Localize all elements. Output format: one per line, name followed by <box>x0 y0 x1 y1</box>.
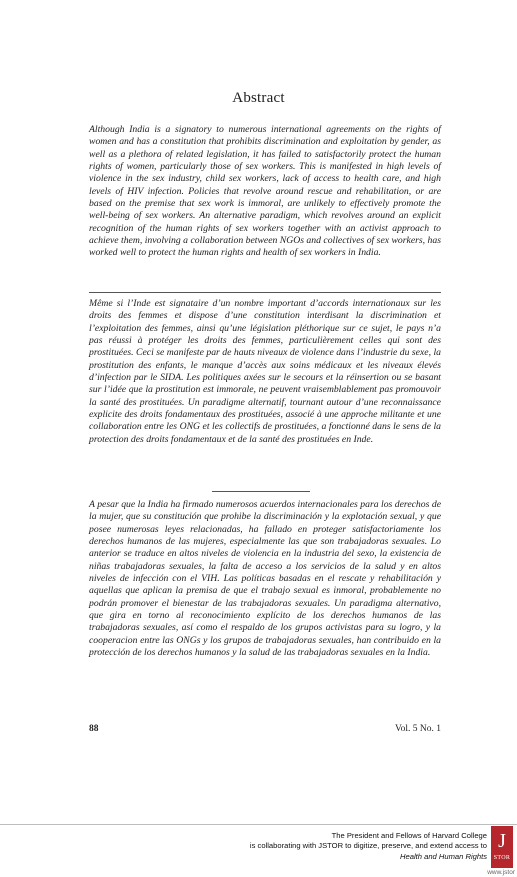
jstor-footer <box>187 831 487 862</box>
section-divider-short <box>212 491 310 492</box>
volume-issue: Vol. 5 No. 1 <box>394 724 441 734</box>
abstract-french: Même si l’Inde est signataire d’un nombre important d’accords internationaux sur les droits des femmes et dispose d’une constitution interdisant la discrimination et l’exploitation des femmes, ainsi qu’une législation pléthorique sur ce sujet, le pays n’a pas réussi à protéger les droits des femmes, particulièrement celles qui sont des prostituées. Ceci se manifeste par de hauts niveaux de violence dans l’industrie du sexe, la prostitution des enfants, le manque d’accès aux soins médicaux et les niveaux élevés d’infection par le SIDA. Les politiques axées sur le secours et la réinsertion ou se basant sur l’idée que la prostitution est immorale, ne peuvent vraisemblablement pas promouvoir la santé des prostituées. Un paradigme alternatif, tournant autour d’une reconnaissance explicite des droits fondamentaux des prostituées, associé à une approche militante et une collaboration entre les ONG et les collectifs de prostituées, a fonctionné dans le sens de la protection des droits fondamentaux et de la santé des prostituées en Inde. <box>89 298 441 445</box>
page-number: 88 <box>89 724 99 734</box>
jstor-logo-word: STOR <box>493 855 511 861</box>
jstor-logo-mark: J <box>498 830 506 852</box>
footer-line-2: is collaborating with JSTOR to digitize, preserve, and extend access to <box>249 841 487 851</box>
footer-line-1: The President and Fellows of Harvard College <box>331 831 487 840</box>
abstract-english: Although India is a signatory to numerous international agreements on the rights of women and has a constitution that prohibits discrimination and exploitation by gender, as well as a plethora of related legislation, it has failed to satisfactorily protect the human rights of women, particularly those of sex workers. This is manifested in high levels of violence in the sex industry, child sex workers, lack of access to health care, and high levels of HIV infection. Policies that revolve around rescue and rehabilitation, or are based on the premise that sex work is immoral, are unlikely to effectively promote the well-being of sex workers. An alternative paradigm, which revolves around an explicit recognition of the human rights of sex workers together with an activist approach to achieve them, involving a collaboration between NGOs and collectives of sex workers, has worked well to protect the human rights and health of sex workers in India. <box>89 124 441 259</box>
abstract-heading: Abstract <box>232 90 285 106</box>
section-divider <box>89 292 441 293</box>
footer-journal-link[interactable]: Health and Human Rights <box>400 851 487 861</box>
jstor-url-link[interactable]: www.jstor <box>487 869 515 876</box>
footer-divider <box>0 824 517 825</box>
abstract-spanish: A pesar que la India ha firmado numerosos acuerdos internacionales para los derechos de la mujer, que su constitución que prohibe la discriminación y la explotación sexual, y que posee numerosas leyes relacionadas, ha fallado en proteger satisfactoriamente los derechos humanos de las mujeres, especialmente las que son trabajadoras sexuales. Lo anterior se traduce en altos niveles de violencia en la industria del sexo, la existencia de niñas trabajadoras sexuales, la falta de acceso a los servicios de la salud y en altos niveles de infección con el VIH. Las políticas basadas en el rescate y rehabilitación y aquellas que aplican la premisa de que el trabajo sexual es inmoral, probablemente no podrán promover el bienestar de las trabajadoras sexuales. Un paradigma alternativo, que gira en torno al reconocimiento explícito de los derechos humanos de las trabajadoras sexuales, así como el respaldo de los grupos activistas para su logro, y la cooperacion entre las ONGs y los grupos de trabajadoras sexuales, han contribuido en la protección de los derechos humanos y la salud de las trabajadoras sexuales en la India. <box>89 499 441 659</box>
jstor-logo-icon[interactable] <box>491 826 513 868</box>
